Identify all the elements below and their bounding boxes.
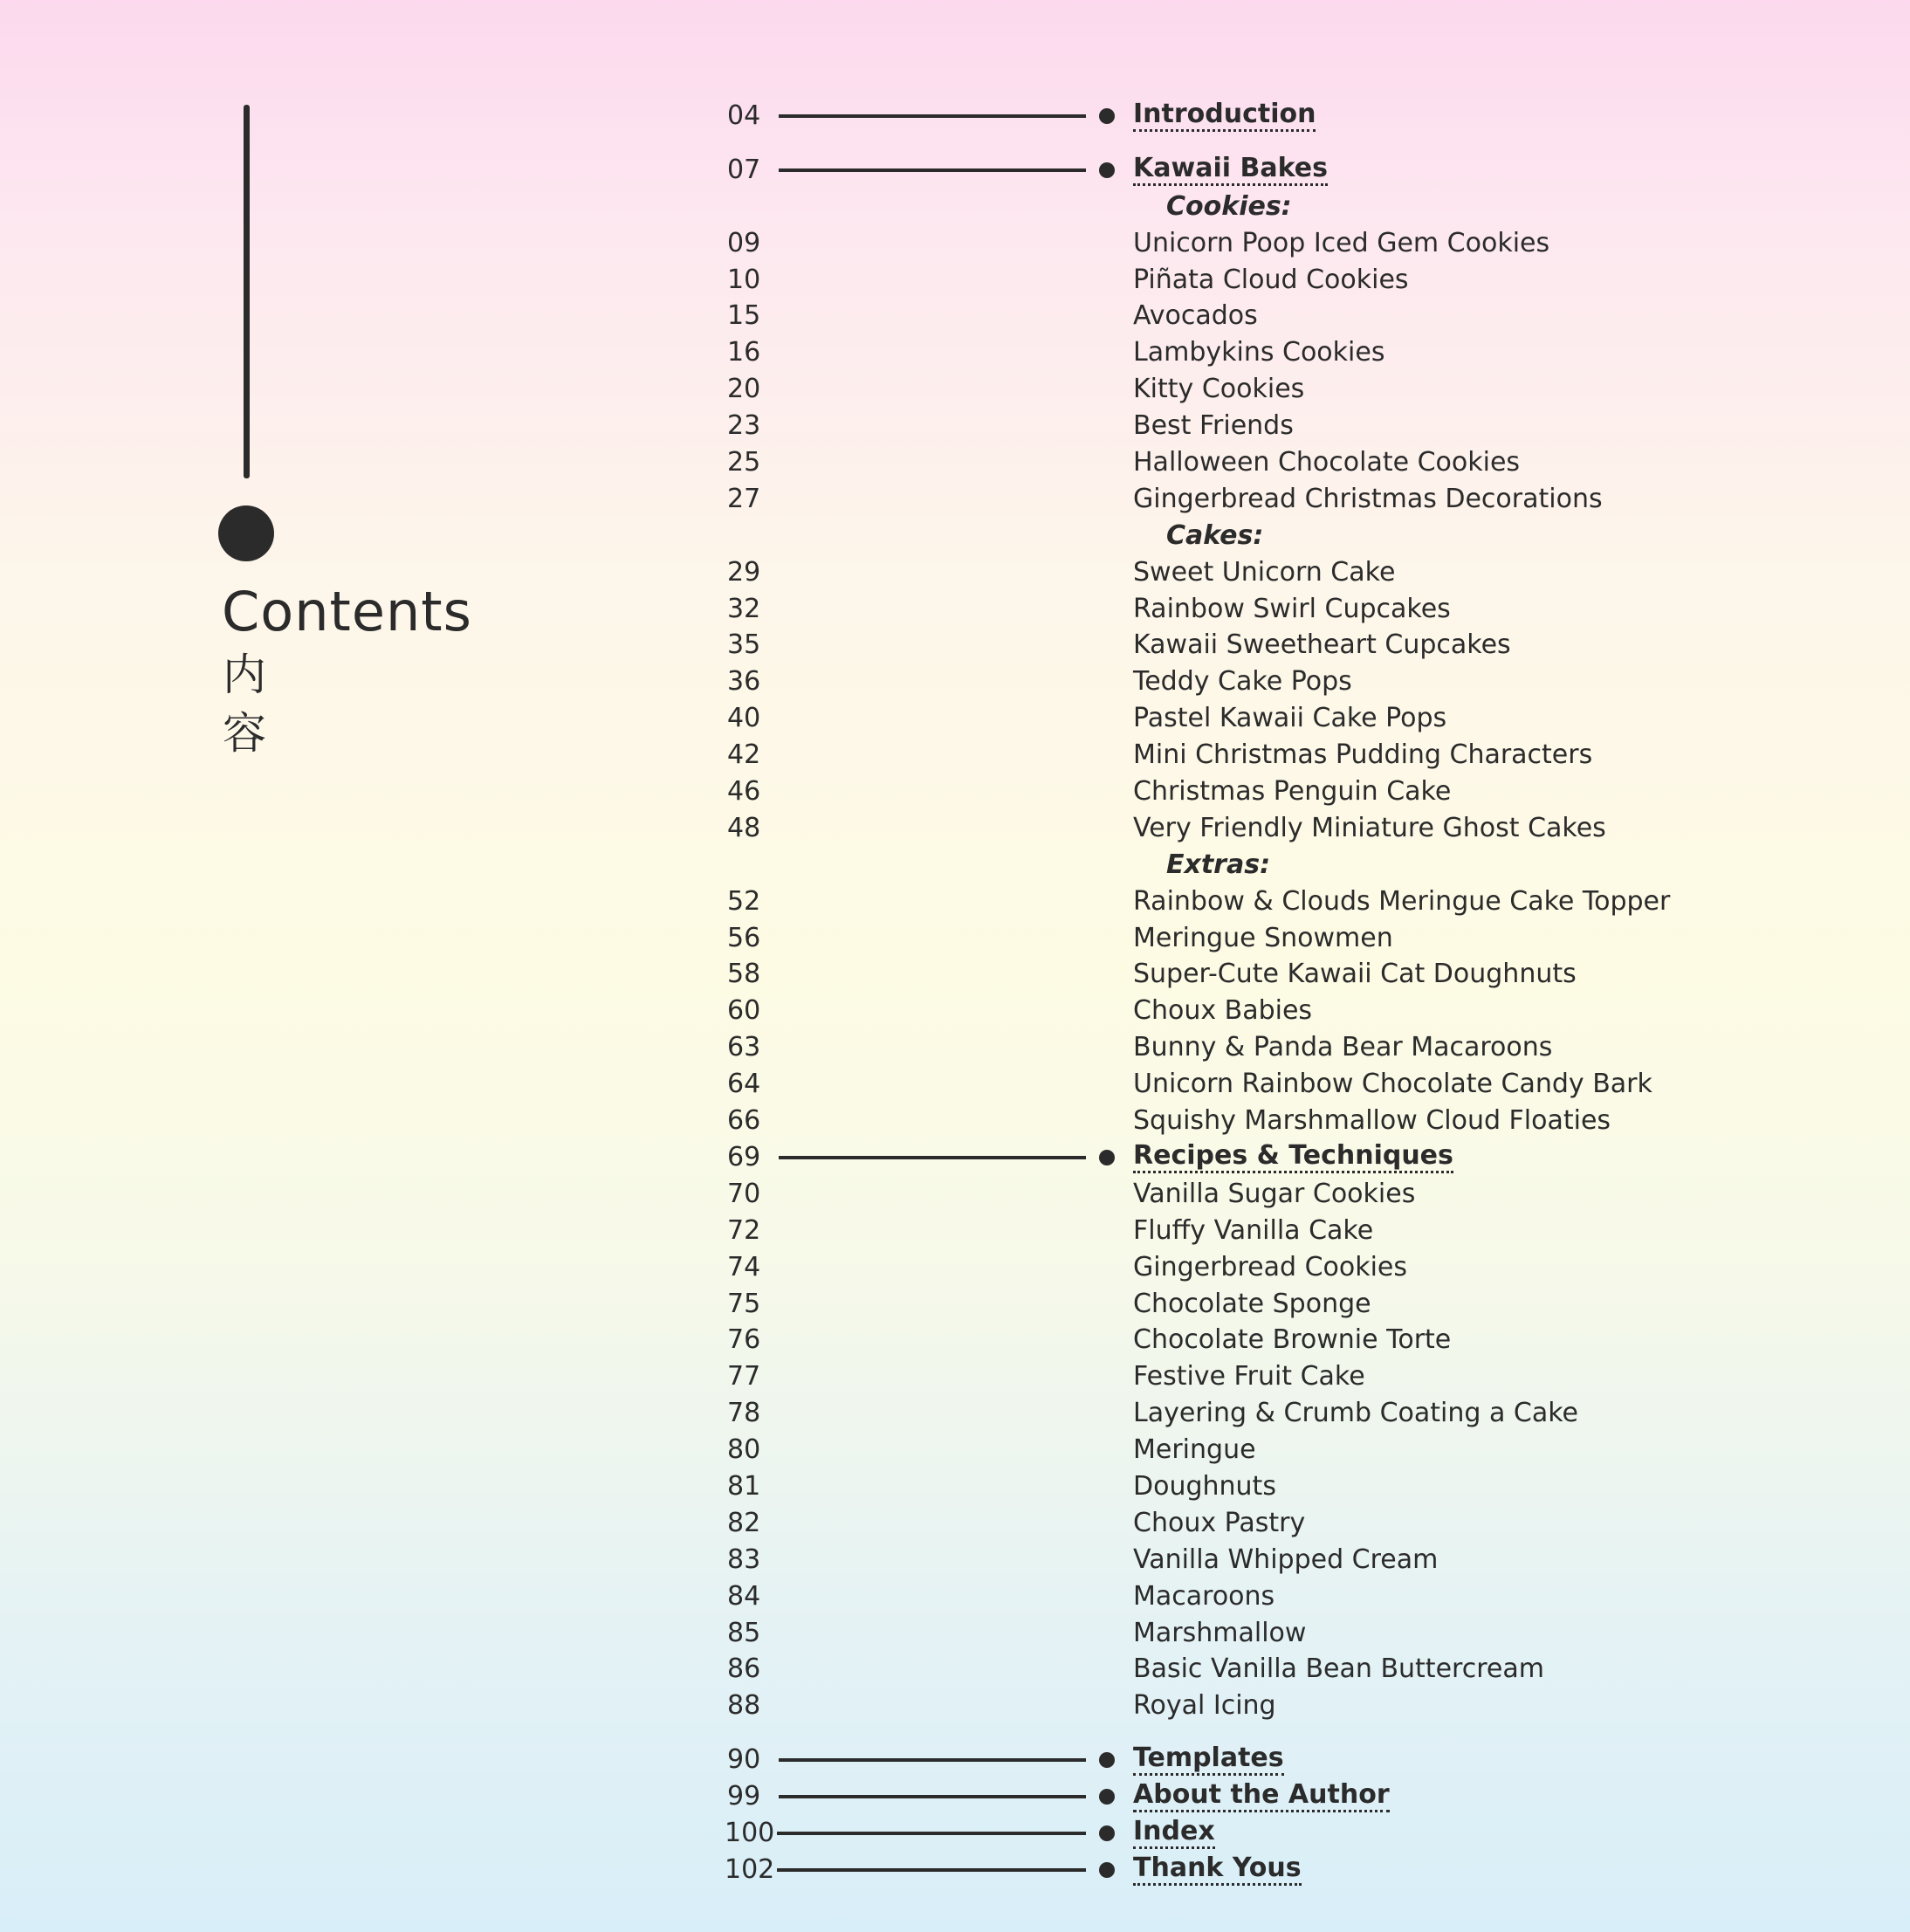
entry-label[interactable]: Rainbow & Clouds Meringue Cake Topper bbox=[1133, 885, 1671, 917]
toc-entry[interactable] bbox=[0, 444, 1910, 481]
page-number: 86 bbox=[727, 1654, 761, 1685]
entry-label[interactable]: Recipes & Techniques bbox=[1133, 1141, 1453, 1173]
toc-section[interactable] bbox=[0, 1742, 1910, 1778]
toc-entry[interactable] bbox=[0, 1103, 1910, 1139]
entry-label[interactable]: Meringue Snowmen bbox=[1133, 922, 1393, 953]
page-number: 63 bbox=[727, 1032, 761, 1063]
entry-label[interactable]: Pastel Kawaii Cake Pops bbox=[1133, 703, 1447, 734]
page-number: 88 bbox=[727, 1690, 761, 1722]
entry-label: Cakes: bbox=[1166, 519, 1264, 551]
toc-entry[interactable] bbox=[0, 1505, 1910, 1542]
leader-line bbox=[777, 1868, 1086, 1872]
toc-entry[interactable] bbox=[0, 554, 1910, 591]
table-of-contents bbox=[0, 98, 1910, 1888]
toc-entry[interactable] bbox=[0, 591, 1910, 628]
entry-label[interactable]: Unicorn Poop Iced Gem Cookies bbox=[1133, 227, 1550, 258]
entry-label[interactable]: Gingerbread Cookies bbox=[1133, 1251, 1408, 1282]
entry-label[interactable]: Festive Fruit Cake bbox=[1133, 1361, 1365, 1392]
page-number: 29 bbox=[727, 556, 761, 588]
toc-entry[interactable] bbox=[0, 298, 1910, 334]
entry-label[interactable]: Kawaii Bakes bbox=[1133, 154, 1328, 186]
entry-label[interactable]: Unicorn Rainbow Chocolate Candy Bark bbox=[1133, 1069, 1652, 1100]
toc-entry[interactable] bbox=[0, 920, 1910, 957]
page-number: 102 bbox=[725, 1853, 775, 1885]
entry-label[interactable]: Kitty Cookies bbox=[1133, 374, 1305, 405]
page-number: 42 bbox=[727, 739, 761, 771]
page-number: 72 bbox=[727, 1214, 761, 1246]
page-number: 36 bbox=[727, 666, 761, 698]
entry-label[interactable]: Very Friendly Miniature Ghost Cakes bbox=[1133, 812, 1606, 843]
toc-entry[interactable] bbox=[0, 700, 1910, 737]
entry-label[interactable]: About the Author bbox=[1133, 1780, 1390, 1812]
page-number: 10 bbox=[727, 264, 761, 295]
page-number: 69 bbox=[727, 1141, 761, 1172]
entry-label[interactable]: Doughnuts bbox=[1133, 1470, 1276, 1502]
cjk-title-char-2: 容 bbox=[223, 708, 266, 759]
page-number: 74 bbox=[727, 1251, 761, 1282]
toc-section[interactable] bbox=[0, 1139, 1910, 1176]
bullet-dot-icon bbox=[1099, 1825, 1115, 1841]
entry-label[interactable]: Sweet Unicorn Cake bbox=[1133, 556, 1396, 588]
toc-entry[interactable] bbox=[0, 883, 1910, 920]
entry-label[interactable]: Piñata Cloud Cookies bbox=[1133, 264, 1409, 295]
entry-label[interactable]: Gingerbread Christmas Decorations bbox=[1133, 483, 1603, 514]
entry-label[interactable]: Chocolate Brownie Torte bbox=[1133, 1324, 1452, 1356]
page-number: 64 bbox=[727, 1069, 761, 1100]
entry-label[interactable]: Squishy Marshmallow Cloud Floaties bbox=[1133, 1105, 1611, 1137]
page-number: 83 bbox=[727, 1544, 761, 1575]
page-number: 100 bbox=[725, 1817, 775, 1848]
toc-entry[interactable] bbox=[0, 408, 1910, 444]
page-number: 85 bbox=[727, 1617, 761, 1648]
toc-entry[interactable] bbox=[0, 371, 1910, 408]
toc-entry[interactable] bbox=[0, 737, 1910, 773]
page-number: 99 bbox=[727, 1781, 761, 1812]
entry-label[interactable]: Lambykins Cookies bbox=[1133, 337, 1385, 368]
page-number: 16 bbox=[727, 337, 761, 368]
toc-entry[interactable] bbox=[0, 1432, 1910, 1468]
toc-entry[interactable] bbox=[0, 1651, 1910, 1688]
toc-entry[interactable] bbox=[0, 993, 1910, 1029]
toc-section[interactable] bbox=[0, 1815, 1910, 1852]
toc-entry[interactable] bbox=[0, 1542, 1910, 1578]
entry-label[interactable]: Super-Cute Kawaii Cat Doughnuts bbox=[1133, 959, 1577, 990]
entry-label[interactable]: Fluffy Vanilla Cake bbox=[1133, 1214, 1374, 1246]
page-number: 25 bbox=[727, 447, 761, 478]
page-number: 56 bbox=[727, 922, 761, 953]
entry-label[interactable]: Mini Christmas Pudding Characters bbox=[1133, 739, 1593, 771]
toc-entry[interactable] bbox=[0, 1286, 1910, 1323]
entry-label[interactable]: Thank Yous bbox=[1133, 1853, 1302, 1886]
entry-label[interactable]: Choux Pastry bbox=[1133, 1507, 1306, 1538]
page-number: 80 bbox=[727, 1434, 761, 1466]
entry-label[interactable]: Avocados bbox=[1133, 300, 1258, 332]
entry-label[interactable]: Marshmallow bbox=[1133, 1617, 1307, 1648]
page-number: 60 bbox=[727, 995, 761, 1027]
leader-line bbox=[779, 1795, 1086, 1798]
toc-entry[interactable] bbox=[0, 262, 1910, 299]
toc-entry[interactable] bbox=[0, 1688, 1910, 1724]
page-number: 40 bbox=[727, 703, 761, 734]
page-number: 52 bbox=[727, 885, 761, 917]
page-number: 04 bbox=[727, 100, 761, 131]
toc-section[interactable] bbox=[0, 152, 1910, 189]
toc-entry[interactable] bbox=[0, 956, 1910, 993]
toc-entry[interactable] bbox=[0, 1249, 1910, 1286]
toc-subheading bbox=[0, 847, 1910, 883]
toc-entry[interactable] bbox=[0, 334, 1910, 371]
page-number: 70 bbox=[727, 1178, 761, 1209]
leader-line bbox=[779, 1758, 1086, 1762]
page-number: 90 bbox=[727, 1744, 761, 1776]
bullet-dot-icon bbox=[1099, 162, 1115, 178]
entry-label[interactable]: Vanilla Sugar Cookies bbox=[1133, 1178, 1416, 1209]
toc-subheading bbox=[0, 189, 1910, 225]
page-number: 77 bbox=[727, 1361, 761, 1392]
bullet-dot-icon bbox=[1099, 1752, 1115, 1768]
toc-entry[interactable] bbox=[0, 1578, 1910, 1615]
page-number: 27 bbox=[727, 483, 761, 514]
toc-entry[interactable] bbox=[0, 1322, 1910, 1358]
entry-label[interactable]: Chocolate Sponge bbox=[1133, 1288, 1371, 1319]
toc-entry[interactable] bbox=[0, 1468, 1910, 1505]
toc-entry[interactable] bbox=[0, 1615, 1910, 1652]
entry-label[interactable]: Basic Vanilla Bean Buttercream bbox=[1133, 1654, 1544, 1685]
page-number: 82 bbox=[727, 1507, 761, 1538]
toc-section[interactable] bbox=[0, 98, 1910, 134]
page-number: 76 bbox=[727, 1324, 761, 1356]
cjk-title-char-1: 内 bbox=[223, 650, 266, 700]
page-number: 81 bbox=[727, 1470, 761, 1502]
leader-line bbox=[779, 168, 1086, 172]
page-number: 78 bbox=[727, 1398, 761, 1429]
bullet-dot-icon bbox=[1099, 1862, 1115, 1878]
leader-line bbox=[779, 114, 1086, 118]
page-title: Contents bbox=[222, 580, 472, 643]
toc-entry[interactable] bbox=[0, 1176, 1910, 1213]
toc-entry[interactable] bbox=[0, 1213, 1910, 1249]
entry-label: Extras: bbox=[1166, 849, 1271, 880]
entry-label[interactable]: Templates bbox=[1133, 1743, 1284, 1776]
entry-label[interactable]: Index bbox=[1133, 1817, 1215, 1849]
toc-entry[interactable] bbox=[0, 663, 1910, 700]
entry-label[interactable]: Choux Babies bbox=[1133, 995, 1313, 1027]
toc-section[interactable] bbox=[0, 1778, 1910, 1815]
toc-entry[interactable] bbox=[0, 1066, 1910, 1103]
page-number: 20 bbox=[727, 374, 761, 405]
page-number: 23 bbox=[727, 410, 761, 442]
page-number: 07 bbox=[727, 154, 761, 185]
toc-entry[interactable] bbox=[0, 773, 1910, 810]
leader-line bbox=[777, 1832, 1086, 1835]
page-number: 75 bbox=[727, 1288, 761, 1319]
entry-label[interactable]: Christmas Penguin Cake bbox=[1133, 776, 1452, 808]
toc-entry[interactable] bbox=[0, 481, 1910, 518]
entry-label: Cookies: bbox=[1166, 190, 1292, 222]
entry-label[interactable]: Meringue bbox=[1133, 1434, 1256, 1466]
entry-label[interactable]: Best Friends bbox=[1133, 410, 1294, 442]
page-number: 46 bbox=[727, 776, 761, 808]
entry-label[interactable]: Rainbow Swirl Cupcakes bbox=[1133, 593, 1451, 624]
entry-label[interactable]: Halloween Chocolate Cookies bbox=[1133, 447, 1521, 478]
bullet-dot-icon bbox=[1099, 1789, 1115, 1805]
page-number: 48 bbox=[727, 812, 761, 843]
entry-label[interactable]: Kawaii Sweetheart Cupcakes bbox=[1133, 629, 1511, 661]
entry-label[interactable]: Vanilla Whipped Cream bbox=[1133, 1544, 1439, 1575]
entry-label[interactable]: Introduction bbox=[1133, 100, 1316, 132]
toc-section[interactable] bbox=[0, 1852, 1910, 1888]
page-number: 58 bbox=[727, 959, 761, 990]
page-number: 66 bbox=[727, 1105, 761, 1137]
toc-entry[interactable] bbox=[0, 1358, 1910, 1395]
bullet-dot-icon bbox=[1099, 1150, 1115, 1165]
entry-label[interactable]: Layering & Crumb Coating a Cake bbox=[1133, 1398, 1578, 1429]
bullet-dot-icon bbox=[1099, 108, 1115, 124]
toc-entry[interactable] bbox=[0, 1395, 1910, 1432]
page-number: 09 bbox=[727, 227, 761, 258]
entry-label[interactable]: Teddy Cake Pops bbox=[1133, 666, 1352, 698]
page-number: 35 bbox=[727, 629, 761, 661]
entry-label[interactable]: Macaroons bbox=[1133, 1580, 1275, 1612]
toc-entry[interactable] bbox=[0, 627, 1910, 663]
toc-subheading bbox=[0, 518, 1910, 554]
toc-entry[interactable] bbox=[0, 810, 1910, 847]
page-number: 32 bbox=[727, 593, 761, 624]
leader-line bbox=[779, 1156, 1086, 1159]
toc-entry[interactable] bbox=[0, 1029, 1910, 1066]
page-number: 15 bbox=[727, 300, 761, 332]
toc-entry[interactable] bbox=[0, 225, 1910, 262]
entry-label[interactable]: Bunny & Panda Bear Macaroons bbox=[1133, 1032, 1553, 1063]
entry-label[interactable]: Royal Icing bbox=[1133, 1690, 1276, 1722]
page-number: 84 bbox=[727, 1580, 761, 1612]
